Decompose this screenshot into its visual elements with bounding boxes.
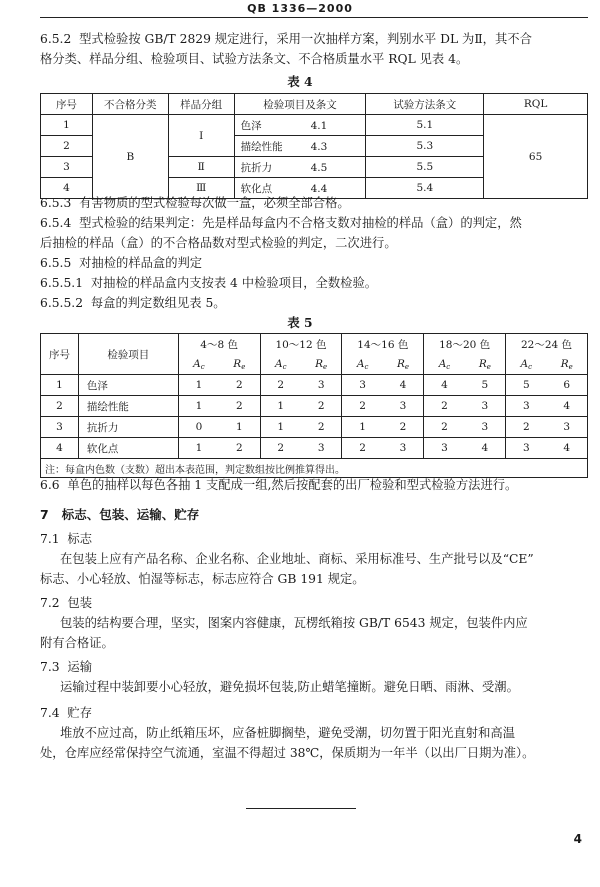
table4-header: 不合格分类 [92, 94, 168, 115]
clause-6-5-4 [40, 214, 588, 233]
color-group-header: 14～16 色 [342, 334, 424, 355]
re-value: 4 [547, 396, 588, 417]
end-rule [246, 808, 356, 809]
table-row [41, 417, 588, 438]
clause-number: 6.5.5.2 [40, 296, 84, 310]
clause-number: 6.5.5 [40, 256, 72, 270]
clause-6-5-3 [40, 194, 588, 213]
ac-value: 2 [260, 438, 301, 459]
clause-text: 每盒的判定数组见表 5。 [90, 296, 226, 310]
row-number: 1 [41, 115, 93, 136]
clause-text: 有害物质的型式检验每次做一盒，必须全部合格。 [79, 196, 350, 210]
re-value: 1 [219, 417, 260, 438]
table4-header: 样品分组 [168, 94, 234, 115]
re-value: 3 [383, 438, 424, 459]
clause-title: 贮存 [67, 706, 92, 720]
re-value: 6 [547, 375, 588, 396]
clause-number: 7.2 [40, 596, 60, 610]
row-number: 4 [41, 178, 93, 199]
ac-value: 3 [342, 375, 383, 396]
clause-7-2-text: 包装的结构要合理，坚实，图案内容健康，瓦楞纸箱按 GB/T 6543 规定，包装件内应 [60, 616, 528, 630]
clause-number: 6.5.4 [40, 216, 72, 230]
chapter-number: 7 [40, 507, 49, 522]
table4 [40, 93, 588, 199]
re-value: 3 [465, 417, 506, 438]
inspection-item: 描绘性能 4.3 [234, 136, 366, 157]
clause-text: 型式检验的结果判定：先是样品每盒内不合格支数对抽检的样品（盒）的判定，然 [79, 216, 522, 230]
re-value: 2 [301, 417, 342, 438]
re-value: 3 [301, 375, 342, 396]
ac-value: 2 [424, 396, 465, 417]
clause-title: 标志 [67, 532, 92, 546]
re-value: 4 [465, 438, 506, 459]
clause-title: 运输 [67, 660, 92, 674]
sample-group: Ⅱ [168, 157, 234, 178]
color-group-header: 10～12 色 [260, 334, 342, 355]
rql-value: 65 [484, 115, 588, 199]
ac-label: $A_c$ [260, 354, 301, 375]
ac-value: 2 [342, 438, 383, 459]
clause-7-1-text-cont: 标志、小心轻放、怕湿等标志，标志应符合 GB 191 规定。 [40, 572, 365, 586]
ac-value: 1 [342, 417, 383, 438]
table4-caption: 表 4 [287, 74, 313, 89]
table-row [41, 438, 588, 459]
re-value: 2 [219, 396, 260, 417]
clause-6-5-5 [40, 254, 588, 273]
ac-value: 1 [178, 375, 219, 396]
test-method-clause: 5.5 [366, 157, 484, 178]
re-value: 2 [301, 396, 342, 417]
clause-7-4-heading [40, 704, 588, 723]
row-number: 2 [41, 396, 79, 417]
table5-note: 注：每盒内色数（支数）超出本表范围，判定数组按比例推算得出。 [41, 459, 588, 478]
clause-number: 6.6 [40, 478, 60, 492]
re-value: 5 [465, 375, 506, 396]
clause-number: 7.1 [40, 532, 60, 546]
table5-caption: 表 5 [287, 315, 313, 330]
clause-6-5-5-2 [40, 294, 588, 313]
clause-6-5-2-cont: 格分类、样品分组、检验项目、试验方法条文、不合格质量水平 RQL 见表 4。 [40, 52, 469, 66]
ac-value: 4 [424, 375, 465, 396]
table5-note-row [41, 459, 588, 478]
clause-6-5-5-1 [40, 274, 588, 293]
test-method-clause: 5.3 [366, 136, 484, 157]
ac-value: 2 [506, 417, 547, 438]
inspection-item: 软化点 [78, 438, 178, 459]
re-value: 4 [383, 375, 424, 396]
ac-label: $A_c$ [342, 354, 383, 375]
row-number: 4 [41, 438, 79, 459]
ac-label: $A_c$ [424, 354, 465, 375]
ac-value: 1 [260, 417, 301, 438]
ac-label: $A_c$ [178, 354, 219, 375]
inspection-item: 抗折力 4.5 [234, 157, 366, 178]
re-label: $R_e$ [219, 354, 260, 375]
inspection-item: 色泽 [78, 375, 178, 396]
re-label: $R_e$ [547, 354, 588, 375]
row-number: 2 [41, 136, 93, 157]
clause-7-4-text-cont: 处，仓库应经常保持空气流通，室温不得超过 38℃，保质期为一年半（以出厂日期为准）。 [40, 746, 535, 760]
row-number: 3 [41, 417, 79, 438]
table4-header: 序号 [41, 94, 93, 115]
clause-7-4-text: 堆放不应过高，防止纸箱压坏，应备桩脚搁垫，避免受潮，切勿置于阳光直射和高温 [60, 726, 515, 740]
ac-value: 2 [342, 396, 383, 417]
re-label: $R_e$ [465, 354, 506, 375]
clause-7-1-heading [40, 530, 588, 549]
table-row [41, 115, 588, 136]
chapter-7-heading [40, 505, 588, 524]
test-method-clause: 5.1 [366, 115, 484, 136]
table-row [41, 396, 588, 417]
page-number: 4 [573, 832, 582, 846]
clause-number: 6.5.5.1 [40, 276, 84, 290]
color-group-header: 4～8 色 [178, 334, 260, 355]
clause-text: 单色的抽样以每色各抽 1 支配成一组,然后按配套的出厂检验和型式检验方法进行。 [67, 478, 518, 492]
clause-6-5-2 [40, 30, 588, 49]
clause-text: 型式检验按 GB/T 2829 规定进行，采用一次抽样方案，判别水平 DL 为Ⅱ，其不合 [79, 32, 532, 46]
ac-value: 3 [424, 438, 465, 459]
ac-value: 2 [260, 375, 301, 396]
nonconformity-class: B [92, 115, 168, 199]
clause-number: 7.3 [40, 660, 60, 674]
ac-value: 3 [506, 438, 547, 459]
inspection-item: 色泽 4.1 [234, 115, 366, 136]
clause-7-1-text: 在包装上应有产品名称、企业名称、企业地址、商标、采用标准号、生产批号以及“CE” [60, 552, 534, 566]
clause-number: 6.5.2 [40, 32, 72, 46]
table-row [41, 375, 588, 396]
clause-6-6 [40, 476, 588, 495]
ac-value: 0 [178, 417, 219, 438]
re-label: $R_e$ [383, 354, 424, 375]
table5-group-header-row [41, 334, 588, 355]
re-value: 2 [383, 417, 424, 438]
re-value: 3 [547, 417, 588, 438]
clause-number: 6.5.3 [40, 196, 72, 210]
row-number: 1 [41, 375, 79, 396]
clause-7-3-text: 运输过程中装卸要小心轻放，避免损坏包装,防止蜡笔撞断。避免日晒、雨淋、受潮。 [60, 680, 519, 694]
inspection-item: 软化点 4.4 [234, 178, 366, 199]
re-value: 3 [383, 396, 424, 417]
re-value: 4 [547, 438, 588, 459]
table5 [40, 333, 588, 478]
clause-title: 包装 [67, 596, 92, 610]
re-value: 3 [465, 396, 506, 417]
clause-7-2-text-cont: 附有合格证。 [40, 636, 114, 650]
table5-header-no: 序号 [41, 334, 79, 375]
clause-text: 对抽检的样品盒的判定 [79, 256, 203, 270]
table4-header: 检验项目及条文 [234, 94, 366, 115]
test-method-clause: 5.4 [366, 178, 484, 199]
table5-header-item: 检验项目 [78, 334, 178, 375]
ac-value: 1 [260, 396, 301, 417]
clause-7-2-heading [40, 594, 588, 613]
re-label: $R_e$ [301, 354, 342, 375]
color-group-header: 18～20 色 [424, 334, 506, 355]
clause-7-3-heading [40, 658, 588, 677]
header-rule [40, 17, 588, 18]
clause-6-5-4-cont: 后抽检的样品（盒）的不合格品数对型式检验的判定，二次进行。 [40, 236, 397, 250]
color-group-header: 22～24 色 [506, 334, 588, 355]
sample-group: Ⅰ [168, 115, 234, 157]
row-number: 3 [41, 157, 93, 178]
clause-number: 7.4 [40, 706, 60, 720]
document-header-code: QB 1336—2000 [247, 2, 353, 15]
inspection-item: 抗折力 [78, 417, 178, 438]
ac-value: 1 [178, 438, 219, 459]
clause-text: 对抽检的样品盒内支按表 4 中检验项目，全数检验。 [90, 276, 378, 290]
ac-value: 1 [178, 396, 219, 417]
table4-header-row [41, 94, 588, 115]
ac-value: 3 [506, 396, 547, 417]
table4-header: RQL [484, 94, 588, 115]
sample-group: Ⅲ [168, 178, 234, 199]
chapter-title: 标志、包装、运输、贮存 [61, 507, 200, 522]
ac-label: $A_c$ [506, 354, 547, 375]
re-value: 2 [219, 375, 260, 396]
table4-header: 试验方法条文 [366, 94, 484, 115]
inspection-item: 描绘性能 [78, 396, 178, 417]
ac-value: 5 [506, 375, 547, 396]
re-value: 3 [301, 438, 342, 459]
re-value: 2 [219, 438, 260, 459]
ac-value: 2 [424, 417, 465, 438]
